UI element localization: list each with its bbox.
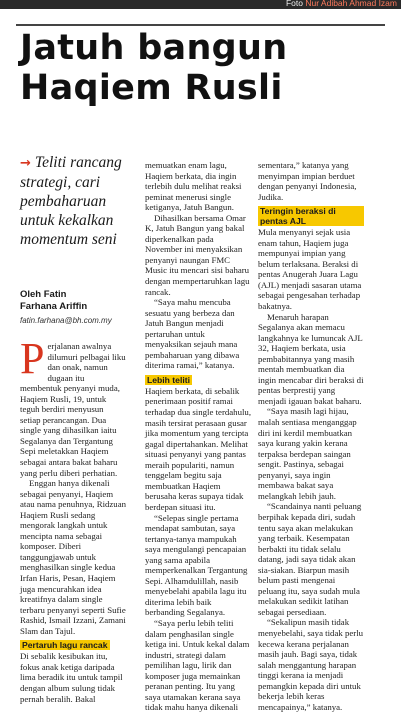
paragraph: Haqiem berkata, di sebalik penerimaan positif ramai terhadap dua single terdahulu, masih tersirat perasaan gusar jika momentum yang tercipta gagal dipertahankan. Melihat situasi penyanyi yang pantas meraih populariti, namun tenggelam begitu saja membuatkan Haqiem berusaha keras supaya tidak berdepan situasi itu. xyxy=(145,385,252,512)
paragraph: Menaruh harapan Segalanya akan memacu langkahnya ke lumuncak AJL 32, Haqiem berkata, usia pembabitannya yang masih mentah membuatkan dia ingin mencabar diri beraksi di pentas berprestij yang menjadi igauan bakat baharu. xyxy=(258,311,364,406)
paragraph: “Sekalipun masih tidak menyebelahi, saya tidak perlu kecewa kerana perjalanan masih jauh. Bagi saya, tidak salah menggantung harapan tinggi kerana ia menjadi pemangkin kepada diri untuk bekerja lebih keras mencapainya,” katanya. xyxy=(258,617,364,712)
arrow-right-icon: → xyxy=(20,156,31,171)
paragraph: Dihasilkan bersama Omar K, Jatuh Bangun yang bakal diperkenalkan pada November ini menyaksikan penyanyi naungan FMC Music itu mencari sisi baharu dengan mempertaruhkan lagu rancak. xyxy=(145,212,250,297)
lede xyxy=(20,153,138,249)
paragraph: Di sebalik kesibukan itu, fokus anak ketiga daripada lima beradik itu untuk tampil dengan album sulung tidak pernah beralih. Bakal xyxy=(20,651,123,704)
author-email: fatin.farhana@bh.com.my xyxy=(20,316,112,325)
paragraph: Mula menyanyi sejak usia enam tahun, Haqiem juga mempunyai impian yang belum terlaksana. Beraksi di pentas Anugerah Juara Lagu (AJL) menjadi sasaran utama sebagai pengesahan terhadap bakatnya. xyxy=(258,227,362,312)
photo-credit-prefix: Foto xyxy=(285,0,303,8)
paragraph: “Selepas single pertama mendapat sambutan, saya tertanya-tanya mampukah saya mengulangi pencapaian yang sama apabila memperkenalkan Tergantung Sepi. Alhamdulillah, nasib menyebelahi apabila lagu itu diterima lebih baik berbanding Segalanya. xyxy=(145,512,248,618)
paragraph: “Saya perlu lebih teliti dalam penghasilan single ketiga ini. Untuk kekal dalam industri, strategi dalam pemilihan lagu, lirik dan komposer juga memainkan peranan penting. Itu yang saya utamakan kerana saya tidak mahu hanya dikenali xyxy=(145,617,250,713)
headline-line-1: Jatuh bangun xyxy=(20,28,288,68)
photo-credit-name: Nur Adibah Ahmad Izam xyxy=(305,0,397,8)
dropcap: P xyxy=(20,334,45,383)
paragraph: sementara,” katanya yang menyimpan impian berduet dengan penyanyi Indonesia, Judika. xyxy=(258,160,357,202)
subheading: Lebih teliti xyxy=(147,374,190,385)
byline-line-2: Farhana Ariffin xyxy=(20,301,88,312)
photo-strip xyxy=(0,0,401,9)
byline-line-1: Oleh Fatin xyxy=(20,289,67,300)
photo-credit xyxy=(286,0,397,8)
paragraph xyxy=(20,334,126,478)
headline-rule xyxy=(16,24,385,26)
paragraph: memuatkan enam lagu, Haqiem berkata, dia ingin terlebih dulu melihat reaksi peminat menerusi single ketiganya, Jatuh Bangun. xyxy=(145,160,242,213)
paragraph: “Saya mahu mencuba sesuatu yang berbeza dan Jatuh Bangun menjadi pertaruhan untuk menyaksikan sejauh mana pembaharuan yang dibawa diterima ramai,” katanya. xyxy=(145,297,240,371)
headline xyxy=(20,28,390,108)
paragraph: “Scandainya nanti peluang berpihak kepada diri, sudah tentu saya akan melakukan yang terbaik. Kesempatan berbakti itu tidak selalu datang, jadi saya tidak akan sia-siakan. Biarpun masih belum pasti mengenai peluang itu, saya sudah mula melakukan sedikit latihan sebagai persediaan. xyxy=(258,501,362,617)
paragraph: “Saya masih lagi hijau, malah sentiasa menganggap diri ini kerdil membuatkan saya kurang yakin kerana terpaksa berdepan saingan sengit. Pastinya, sebagai penyanyi, saya ingin membawa bakat saya melangkah lebih jauh. xyxy=(258,406,357,501)
article-column-1 xyxy=(20,334,127,704)
paragraph-text: erjalanan awalnya dilumuri pelbagai liku dan onak, namun dugaan itu membentuk penyanyi muda, Haqiem Rusli, 19, untuk teguh berdiri menyusun setiap perancangan. Dua single yang dihasilkan iaitu Segalanya dan Tergantung Sepi meletakkan Haqiem sebagai antara bakat baharu yang perlu diberi perhatian. xyxy=(20,341,126,478)
lede-text: Teliti rancang strategi, cari pembaharuan untuk kekalkan momentum seni xyxy=(20,154,122,248)
article-column-2 xyxy=(145,160,251,713)
subheading: Teringin beraksi di pentas AJL xyxy=(258,206,364,226)
article-column-3 xyxy=(258,160,364,712)
subheading: Pertaruh lagu rancak xyxy=(22,640,108,651)
headline-line-2: Haqiem Rusli xyxy=(20,68,283,108)
byline xyxy=(20,289,138,313)
paragraph: Enggan hanya dikenali sebagai penyanyi, Haqiem atau nama penuhnya, Ridzuan Haqiem Rusli sedang mengorak langkah untuk mencipta nama sebagai komposer. Diberi tanggungjawab untuk menghasilkan single kedua Irfan Haris, Pesan, Haqiem juga mencurahkan idea kreatifnya dalam single terbaru penyanyi seperti Sufie Rashid, Ismail Izzani, Zamani Slam dan Tajul. xyxy=(20,478,127,636)
